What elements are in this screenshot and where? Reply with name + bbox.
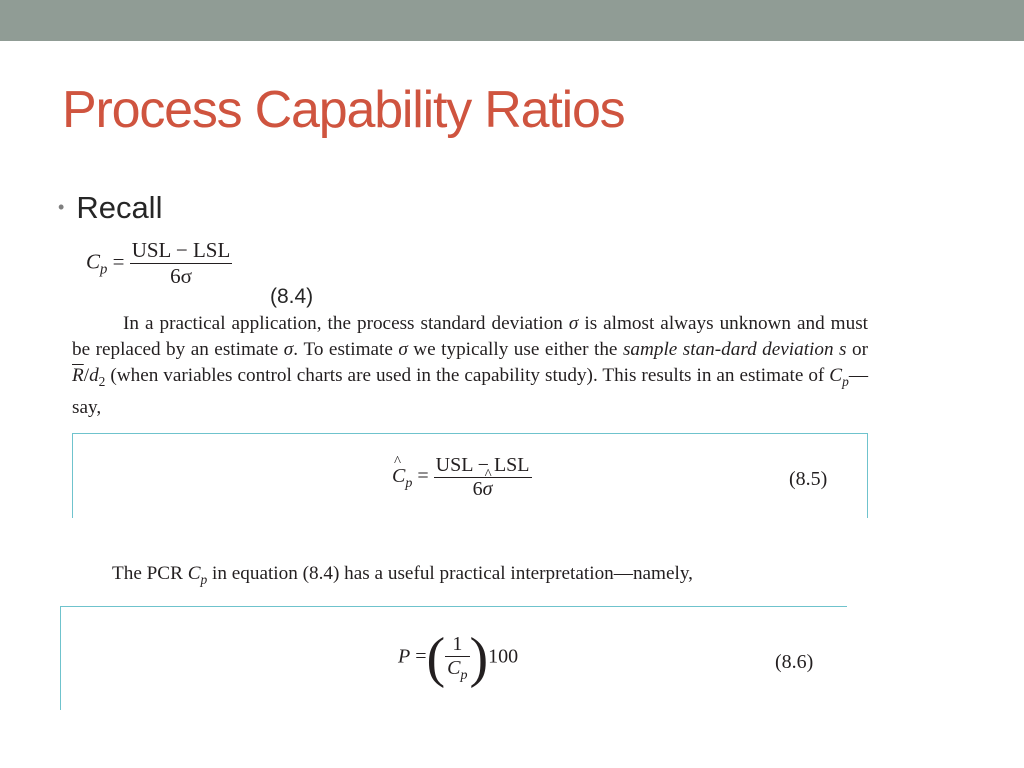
eq86-multiplier: 100 xyxy=(488,645,519,668)
para-text-4: we typically use either the xyxy=(407,339,623,360)
eq86-left-paren: ( xyxy=(426,627,446,689)
para-text-1: In a practical application, the process standard deviation xyxy=(123,313,569,334)
slide-title: Process Capability Ratios xyxy=(62,81,625,139)
para-d-sub: 2 xyxy=(98,373,106,389)
para-cp-sub: p xyxy=(842,373,849,389)
equation-8-5-label: (8.5) xyxy=(789,468,828,490)
para-text-6: (when variables control charts are used in the capability study). This results in an estimate of xyxy=(105,365,830,386)
eq86-numerator: 1 xyxy=(452,632,463,655)
para-text-3: . To estimate xyxy=(293,339,399,360)
eq84-lhs-symbol: C xyxy=(86,249,101,274)
sentence-cp-symbol: C xyxy=(187,563,201,584)
equation-8-6 xyxy=(398,627,519,689)
eq86-den-sub: p xyxy=(460,667,468,683)
top-accent-bar xyxy=(0,0,1024,41)
para-rbar: $\overline{R}$ xyxy=(72,365,84,386)
explanation-paragraph xyxy=(72,311,868,421)
equation-8-6-label: (8.6) xyxy=(775,651,814,673)
eq84-equals: = xyxy=(112,249,125,274)
sentence-text-1: The PCR xyxy=(112,563,188,584)
para-cp-symbol: C xyxy=(829,365,843,386)
para-text-7: —say, xyxy=(72,365,868,418)
para-sigma-1: σ xyxy=(568,313,579,334)
sentence-cp-sub: p xyxy=(200,571,208,587)
eq85-den-sigma: ^ σ xyxy=(483,478,493,501)
para-slash: / xyxy=(83,365,90,386)
equation-8-4-label: (8.4) xyxy=(270,285,314,308)
eq85-fraction xyxy=(434,454,532,501)
eq84-lhs-sub: p xyxy=(100,261,108,278)
eq86-lhs: P xyxy=(398,645,411,668)
para-sigma-3: σ xyxy=(398,339,408,360)
bullet-text: Recall xyxy=(76,190,163,225)
eq85-denominator xyxy=(434,477,532,501)
sentence-text-2: in equation (8.4) has a useful practical interpretation—namely, xyxy=(207,563,693,584)
bullet-recall xyxy=(58,190,162,226)
eq86-right-paren: ) xyxy=(469,627,489,689)
eq84-denominator: 6σ xyxy=(130,263,233,289)
eq86-den-symbol: C xyxy=(447,656,461,679)
para-text-5: or xyxy=(846,339,868,360)
para-emphasis: sample stan-dard deviation s xyxy=(622,339,847,360)
para-sigma-2: σ xyxy=(283,339,294,360)
eq85-equals: = xyxy=(417,465,429,488)
eq85-numerator: USL − LSL xyxy=(435,454,530,476)
equation-8-4 xyxy=(86,238,232,289)
eq84-numerator: USL − LSL xyxy=(131,238,231,262)
eq85-lhs-sub: p xyxy=(405,476,413,492)
equation-8-5 xyxy=(392,454,532,501)
interpretation-sentence xyxy=(112,563,693,588)
eq86-fraction xyxy=(445,633,469,684)
eq86-denominator xyxy=(445,656,469,684)
eq84-fraction xyxy=(130,238,233,289)
eq86-equals: = xyxy=(415,645,427,668)
para-d-symbol: d xyxy=(89,365,99,386)
para-text-2: is almost always unknown and must be replaced by an estimate xyxy=(72,313,868,360)
bullet-glyph: • xyxy=(58,197,65,217)
eq85-lhs-symbol: ^ C xyxy=(392,465,405,488)
eq85-den-prefix: 6 xyxy=(472,478,483,500)
